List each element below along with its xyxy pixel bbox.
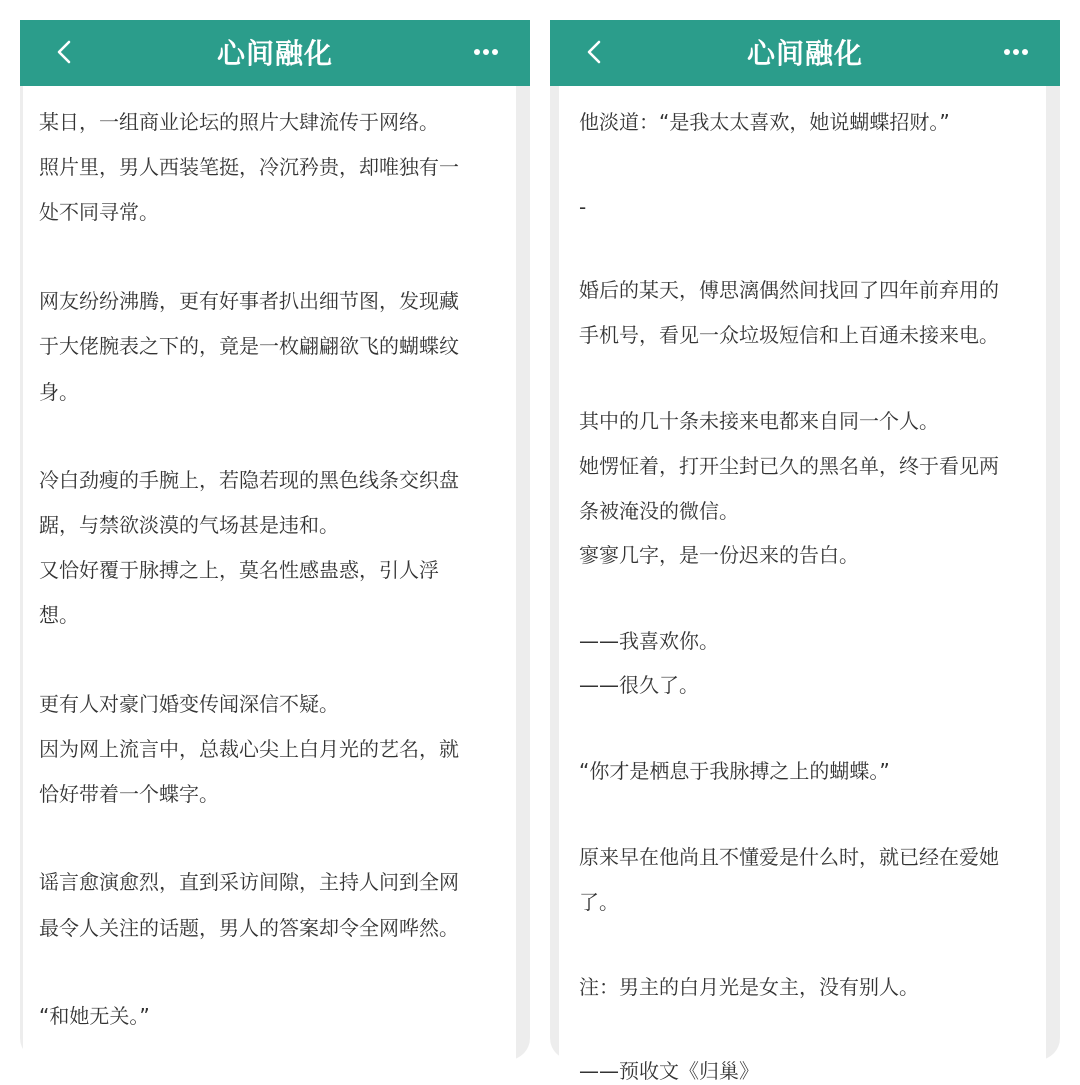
article-line: 寥寥几字，是一份迟来的告白。 (579, 543, 859, 567)
article-line: 他淡道：“是我太太喜欢，她说蝴蝶招财。” (579, 110, 950, 134)
article-line: 她愣怔着，打开尘封已久的黑名单，终于看见两 (579, 454, 999, 478)
right-phone-screen (550, 20, 1060, 1083)
left-page-title: 心间融化 (216, 37, 333, 70)
article-line: 某日，一组商业论坛的照片大肆流传于网络。 (39, 110, 439, 134)
article-line: 谣言愈演愈烈，直到采访间隙，主持人问到全网 (39, 870, 459, 894)
article-line: 条被淹没的微信。 (579, 499, 739, 523)
article-line: 冷白劲瘦的手腕上，若隐若现的黑色线条交织盘 (39, 468, 459, 492)
left-article-paper (23, 86, 516, 1060)
article-line: ——很久了。 (579, 673, 699, 697)
article-line: 照片里，男人西装笔挺，冷沉矜贵，却唯独有一 (39, 155, 459, 179)
right-more-button[interactable] (996, 38, 1036, 66)
article-line: 手机号，看见一众垃圾短信和上百通未接来电。 (579, 323, 999, 347)
article-line: 原来早在他尚且不懂爱是什么时，就已经在爱她 (579, 845, 999, 869)
right-article-content[interactable] (550, 86, 1060, 1083)
right-header-bar (550, 20, 1060, 86)
left-phone-screen (20, 20, 530, 1060)
article-line: 处不同寻常。 (39, 200, 159, 224)
left-article-content[interactable] (20, 86, 530, 1060)
article-line: - (579, 195, 587, 219)
article-line: ——我喜欢你。 (579, 629, 719, 653)
right-page-title: 心间融化 (746, 37, 863, 70)
article-line: 恰好带着一个蝶字。 (39, 782, 219, 806)
article-line: 想。 (39, 603, 79, 627)
article-line: 婚后的某天，傅思漓偶然间找回了四年前弃用的 (579, 278, 999, 302)
article-line: “你才是栖息于我脉搏之上的蝴蝶。” (579, 759, 890, 783)
article-line: 身。 (39, 380, 79, 404)
article-line: 于大佬腕表之下的，竟是一枚翩翩欲飞的蝴蝶纹 (39, 334, 459, 358)
right-article-paper (559, 86, 1046, 1083)
article-line: 更有人对豪门婚变传闻深信不疑。 (39, 692, 339, 716)
more-dots-icon (1003, 48, 1029, 56)
article-line: 最令人关注的话题，男人的答案却令全网哗然。 (39, 916, 459, 940)
article-line: 注：男主的白月光是女主，没有别人。 (579, 975, 919, 999)
left-more-button[interactable] (466, 38, 506, 66)
article-line: 了。 (579, 890, 619, 914)
more-dots-icon (473, 48, 499, 56)
article-line: “和她无关。” (39, 1004, 150, 1028)
article-line: 网友纷纷沸腾，更有好事者扒出细节图，发现藏 (39, 289, 459, 313)
article-line: 其中的几十条未接来电都来自同一个人。 (579, 409, 939, 433)
article-line: 因为网上流言中，总裁心尖上白月光的艺名，就 (39, 737, 459, 761)
left-header-bar (20, 20, 530, 86)
article-line: 又恰好覆于脉搏之上，莫名性感蛊惑，引人浮 (39, 558, 439, 582)
article-line: ——预收文《归巢》 (579, 1059, 759, 1083)
article-line: 踞，与禁欲淡漠的气场甚是违和。 (39, 513, 339, 537)
